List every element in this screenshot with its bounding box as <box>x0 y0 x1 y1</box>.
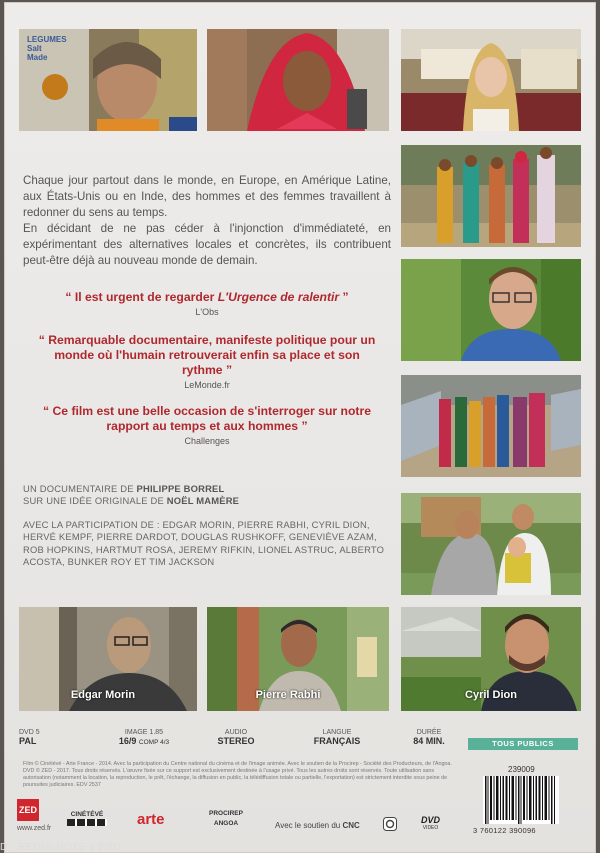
quote-source-challenges: Challenges <box>184 436 230 446</box>
spec-audio: AUDIO STEREO <box>217 729 255 746</box>
quote-source-lemonde: LeMonde.fr <box>184 380 230 390</box>
film-title-italic: L'Urgence de ralentir <box>217 290 340 304</box>
dvd-video-logo: DVD VIDEO <box>421 815 441 831</box>
photo-indian-women-group <box>401 145 581 247</box>
spec-language: LANGUE FRANÇAIS <box>313 729 361 746</box>
photo-man-glasses <box>401 259 581 361</box>
photo-man-vendor <box>19 29 197 131</box>
caption-pierre-rabhi: Pierre Rabhi <box>255 689 321 701</box>
spec-duration: DURÉE 84 MIN. <box>413 729 445 746</box>
photo-family-outdoors <box>401 493 581 595</box>
quote-source-lobs: L'Obs <box>195 307 219 317</box>
intro-paragraph-2: En décidant de ne pas céder à l'injonction d'immédiateté, en expérimentant des alternatives locales et concrètes, ils contribuent peut-être déjà au nouveau monde de demain. <box>23 222 391 267</box>
photo-blonde-woman <box>401 29 581 131</box>
zed-url: www.zed.fr <box>17 825 52 832</box>
zed-logo: ZED www.zed.fr <box>17 799 51 832</box>
age-rating-icon <box>383 817 397 831</box>
director-name: PHILIPPE BORREL <box>136 483 225 494</box>
director-credits: UN DOCUMENTAIRE DE PHILIPPE BORREL SUR UNE IDÉE ORIGINALE DE NOËL MAMÈRE <box>23 483 240 507</box>
barcode <box>483 776 559 824</box>
legal-notice: Film © Cinétévé - Arte France - 2014. Avec la participation du Centre national du cinéma et de l'image animée. Avec le soutien de la Procirep - Société des Producteurs, de l'Angoa. DVD © ZED - 2017. Tous droits réservés. L'œuvre fixée sur ce support est exclusivement destinée à l'usage privé. Tous les autres droits sont réservés. Toute utilisation sans autorisation (notamment la location, la reproduction, le prêt, l'échange, la diffusion en public, la télédiffusion totale ou partielle, l'exportation) est strictement interdite sous peine de poursuites judiciaires. EDV 2537 <box>23 761 452 788</box>
rating-badge: TOUS PUBLICS <box>468 738 578 750</box>
cineteve-logo: CINÉTÉVÉ <box>67 811 107 826</box>
barcode-number: 3 760122 390096 <box>473 826 536 835</box>
caption-cyril-dion: Cyril Dion <box>465 689 517 701</box>
product-code: 239009 <box>508 765 535 774</box>
quote-challenges <box>23 404 391 446</box>
participation-credits: AVEC LA PARTICIPATION DE : EDGAR MORIN, PIERRE RABHI, CYRIL DION, HERVÉ KEMPF, PIERRE DARDOT, DOUGLAS RUSHKOFF, GENEVIÈVE AZAM, ROB HOPKINS, HARTMUT ROSA, JEREMY RIFKIN, LIONEL ASTRUC, ALBERTO ACOSTA, BUNKER ROY ET TIM JACKSON <box>23 519 385 568</box>
dvd-back-cover <box>4 2 596 853</box>
photo-women-solar-panels <box>401 375 581 477</box>
quote-lobs-text: “ Il est urgent de regarder L'Urgence de ralentir ” <box>65 290 349 304</box>
photo-sign-text: LEGUMES Salt Made <box>27 35 67 62</box>
arte-logo: arte <box>137 811 165 828</box>
support-text: Avec le soutien du CNC <box>275 821 360 830</box>
original-idea-name: NOËL MAMÈRE <box>166 495 240 507</box>
quote-challenges-text: “ Ce film est une belle occasion de s'interroger sur notre rapport au temps et aux hommes ” <box>43 404 371 433</box>
photo-watermark: D · REDMI NOTE 8 PRO <box>0 842 122 853</box>
caption-edgar-morin: Edgar Morin <box>70 689 136 701</box>
photo-pierre-rabhi <box>207 607 389 711</box>
quote-lemonde <box>23 333 391 390</box>
photo-indian-woman-red <box>207 29 389 131</box>
quote-lobs <box>23 290 391 317</box>
spec-dvd-format: DVD 5 PAL <box>19 729 40 746</box>
cnc-logo: CNC <box>342 821 360 830</box>
spec-image: IMAGE 1.85 16/9 COMP 4/3 <box>118 729 170 746</box>
photo-edgar-morin <box>19 607 197 711</box>
quote-lemonde-text: “ Remarquable documentaire, manifeste politique pour un monde où l'humain retrouverait enfin sa place et son rythme ” <box>38 333 376 377</box>
procirep-angoa-logo: PROCIREP ANGOA <box>209 810 243 827</box>
intro-paragraph-1: Chaque jour partout dans le monde, en Europe, en Amérique Latine, aux États-Unis ou en Inde, des hommes et des femmes travaillent à redonner du sens au temps. <box>23 174 391 219</box>
intro-text <box>23 173 391 269</box>
photo-cyril-dion <box>401 607 581 711</box>
